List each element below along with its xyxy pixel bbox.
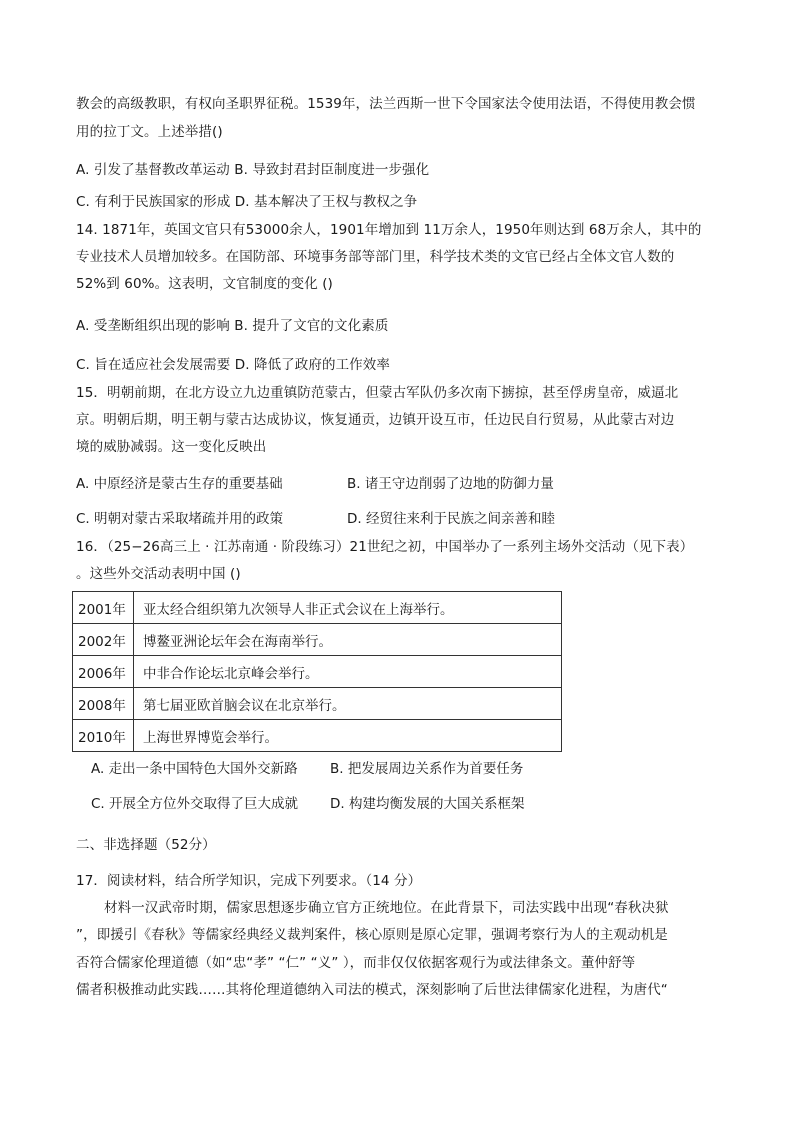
table-event-cell: 上海世界博览会举行。 [134,720,562,752]
table-event-cell: 博鳌亚洲论坛年会在海南举行。 [134,624,562,656]
q13-options-line: A. 引发了基督教改革运动 B. 导致封君封臣制度进一步强化 [76,162,430,178]
table-row [73,688,562,720]
q15-stem-line: 境的威胁减弱。这一变化反映出 [76,439,267,455]
q17-material-line: ”，即援引《春秋》等儒家经典经义裁判案件，核心原则是原心定罪，强调考察行为人的主观动机是 [76,927,668,943]
q16-option-a: A. 走出一条中国特色大国外交新路 [91,761,298,777]
q16-stem-line: 。这些外交活动表明中国 () [76,566,241,582]
q14-options-line: C. 旨在适应社会发展需要 D. 降低了政府的工作效率 [76,357,390,373]
q14-stem-line: 14. 1871年，英国文官只有53000余人，1901年增加到 11万余人，1950年则达到 68万余人，其中的 [76,222,702,238]
q16-stem-line: 16．（25−26高三上 · 江苏南通 · 阶段练习）21世纪之初，中国举办了一系列主场外交活动（见下表） [76,539,694,555]
q14-stem-line: 专业技术人员增加较多。在国防部、环境事务部等部门里，科学技术类的文官已经占全体文官人数的 [76,249,675,265]
table-year-cell: 2008年 [73,688,134,720]
q15-stem-line: 京。明朝后期，明王朝与蒙古达成协议，恢复通贡，边镇开设互市，任边民自行贸易，从此蒙古对边 [76,412,675,428]
q14-options-line: A. 受垄断组织出现的影响 B. 提升了文官的文化素质 [76,318,389,334]
q16-option-c: C. 开展全方位外交取得了巨大成就 [91,796,299,812]
table-year-cell: 2002年 [73,624,134,656]
q13-options-line: C. 有利于民族国家的形成 D. 基本解决了王权与教权之争 [76,194,418,210]
q16-events-table [72,591,562,752]
q16-option-d: D. 构建均衡发展的大国关系框架 [330,796,525,812]
table-row [73,656,562,688]
q14-stem-line: 52%到 60%。这表明，文官制度的变化 () [76,276,333,292]
table-event-cell: 亚太经合组织第九次领导人非正式会议在上海举行。 [134,592,562,624]
section-heading: 二、非选择题（52分） [76,837,216,853]
table-year-cell: 2001年 [73,592,134,624]
table-row [73,624,562,656]
q15-option-c: C. 明朝对蒙古采取堵疏并用的政策 [76,511,284,527]
q15-option-a: A. 中原经济是蒙古生存的重要基础 [76,476,283,492]
table-year-cell: 2010年 [73,720,134,752]
table-event-cell: 中非合作论坛北京峰会举行。 [134,656,562,688]
q17-stem: 17．阅读材料，结合所学知识，完成下列要求。（14 分） [76,873,422,889]
paragraph-line: 用的拉丁文。上述举措() [76,124,223,140]
q17-material-line: 材料一汉武帝时期，儒家思想逐步确立官方正统地位。在此背景下，司法实践中出现“春秋决狱 [104,900,669,916]
table-event-cell: 第七届亚欧首脑会议在北京举行。 [134,688,562,720]
q16-option-b: B. 把发展周边关系作为首要任务 [330,761,524,777]
q15-option-b: B. 诸王守边削弱了边地的防御力量 [347,476,554,492]
table-row [73,720,562,752]
table-year-cell: 2006年 [73,656,134,688]
table-row [73,592,562,624]
q15-stem-line: 15．明朝前期，在北方设立九边重镇防范蒙古，但蒙古军队仍多次南下掳掠，甚至俘虏皇帝，威逼北 [76,385,679,401]
q17-material-line: 儒者积极推动此实践……其将伦理道德纳入司法的模式，深刻影响了后世法律儒家化进程，为唐代“ [76,982,668,998]
q15-option-d: D. 经贸往来利于民族之间亲善和睦 [347,511,555,527]
paragraph-line: 教会的高级教职，有权向圣职界征税。1539年，法兰西斯一世下令国家法令使用法语，不得使用教会惯 [76,96,696,112]
q17-material-line: 否符合儒家伦理道德（如“忠“孝” “仁” “义” ），而非仅仅依据客观行为或法律条文。董仲舒等 [76,955,636,971]
